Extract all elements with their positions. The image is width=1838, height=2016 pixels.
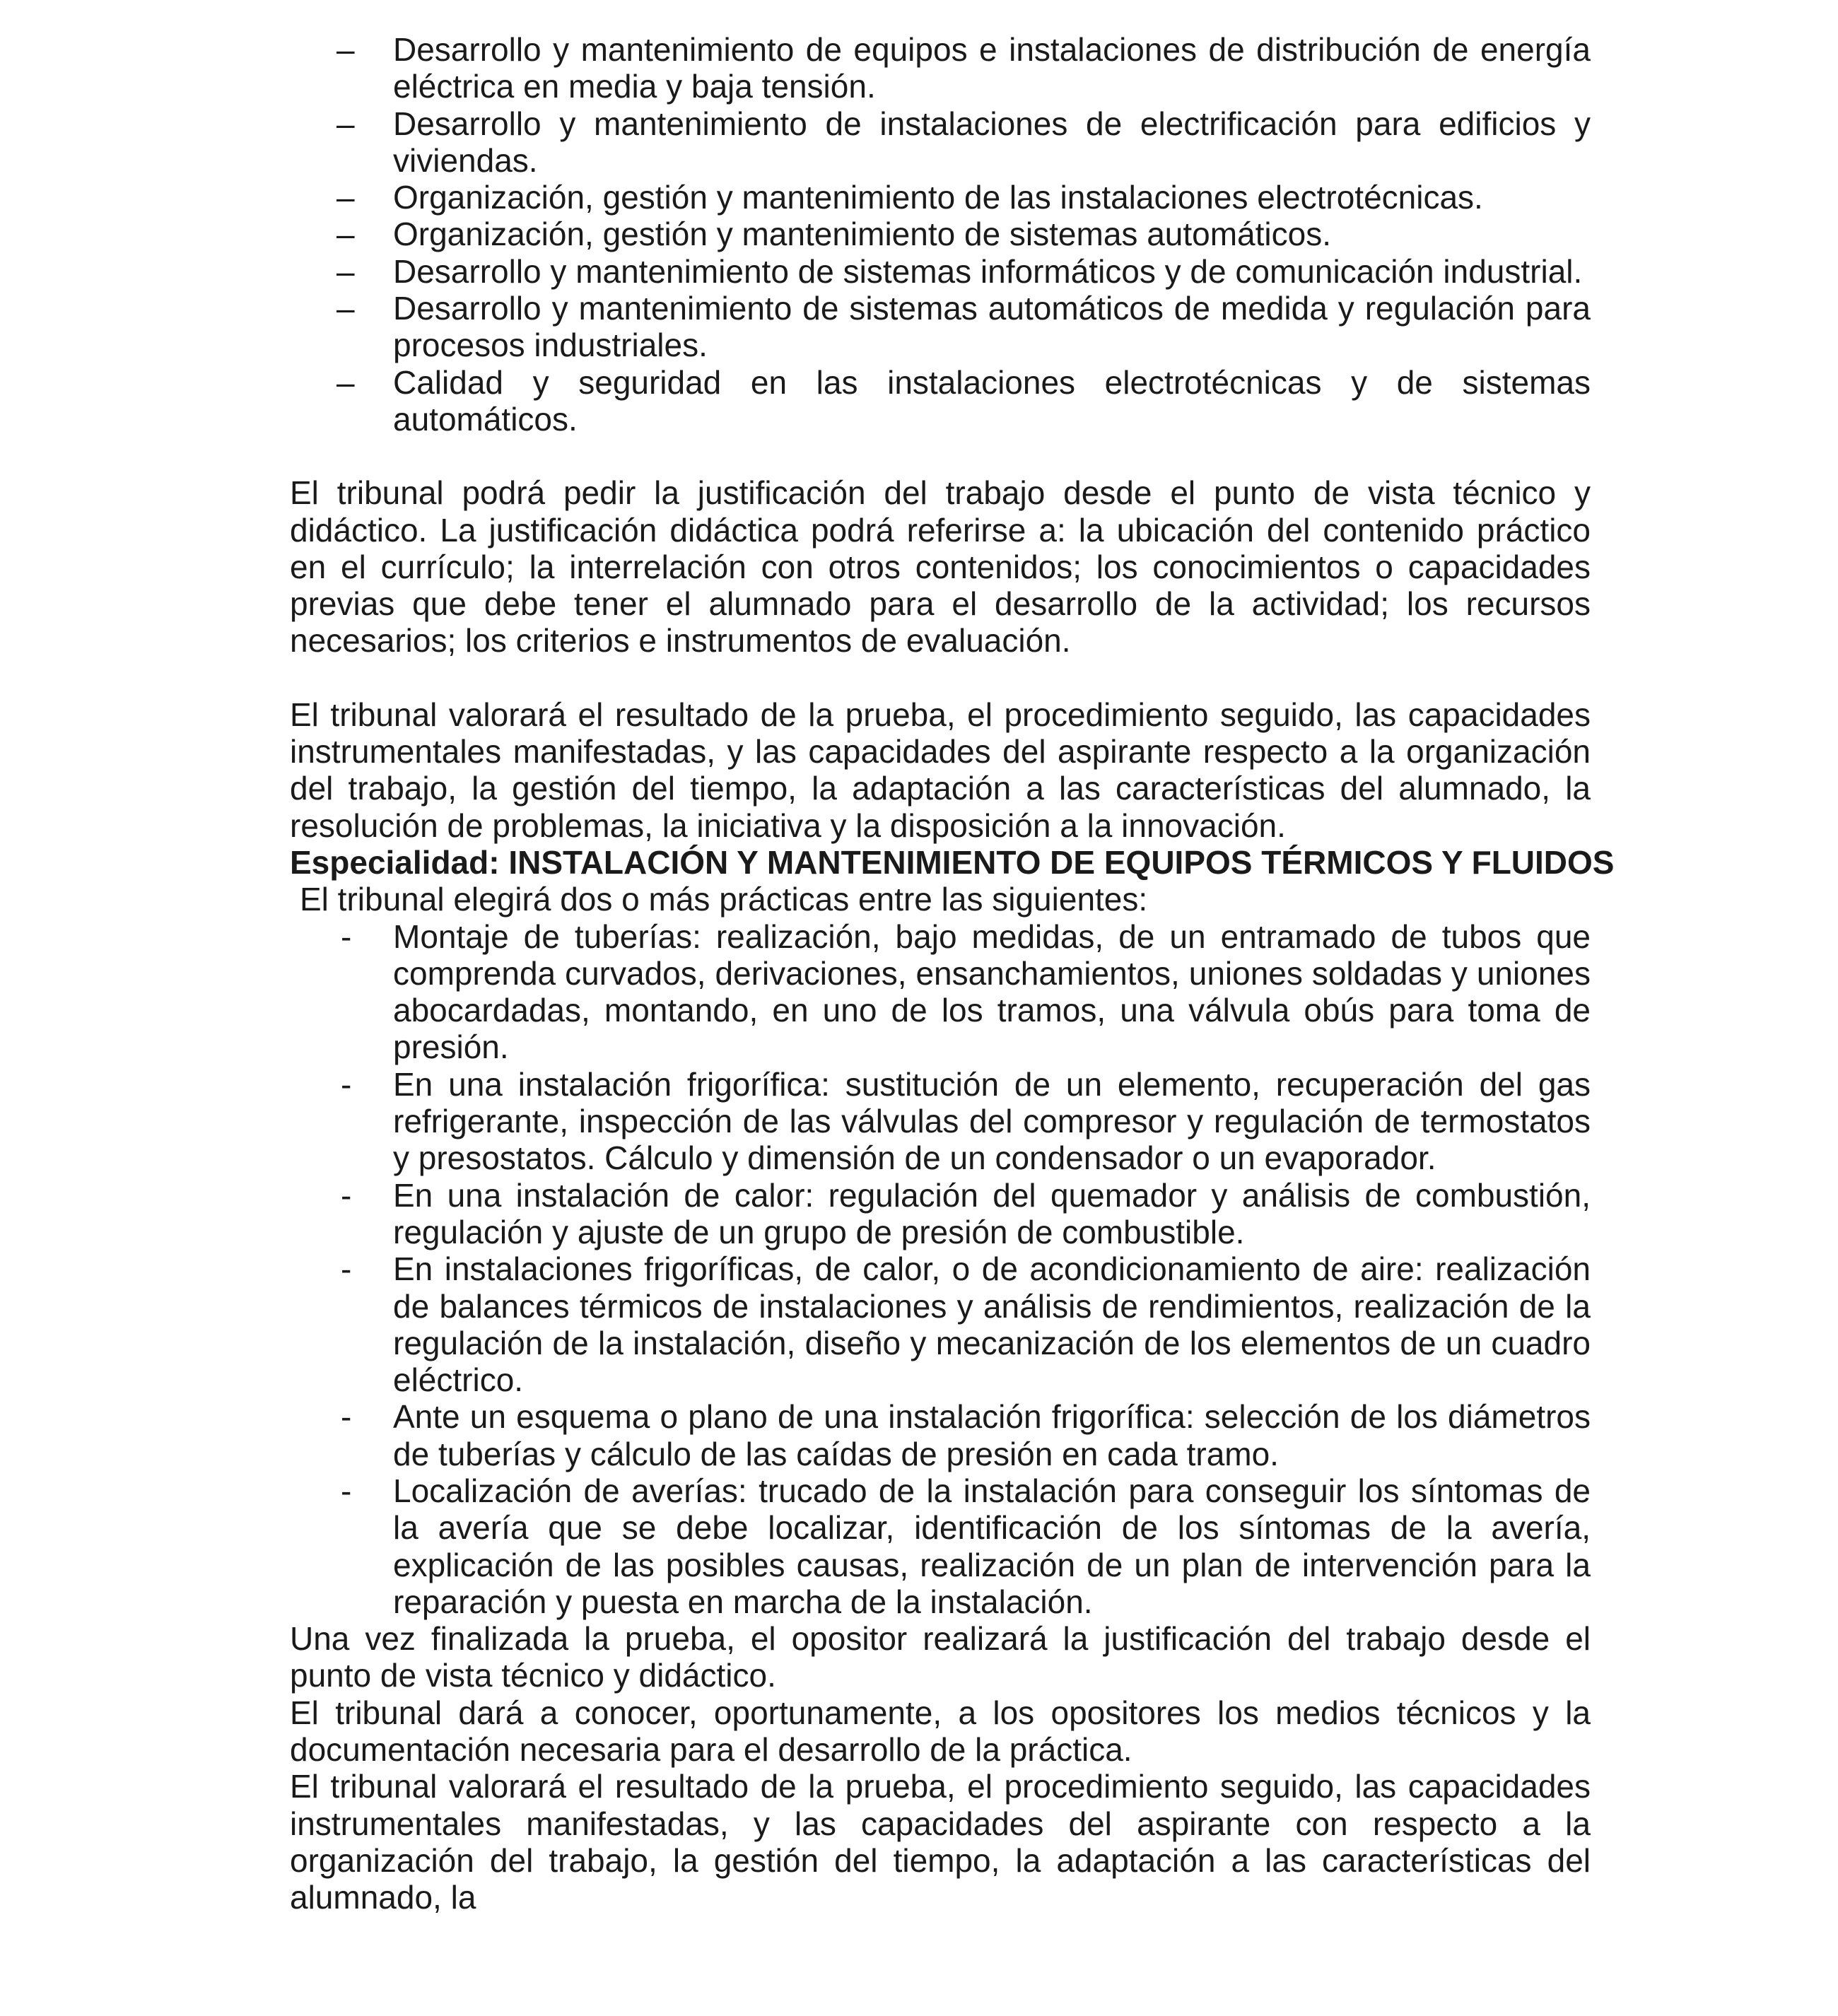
list-item bbox=[290, 1066, 1591, 1177]
hyphen-bullet: - bbox=[341, 1065, 352, 1103]
practice-intro: El tribunal elegirá dos o más prácticas entre las siguientes: bbox=[300, 881, 1148, 918]
electrotechnics-practice-list bbox=[290, 31, 1591, 438]
justification-paragraph: El tribunal podrá pedir la justificación del trabajo desde el punto de vista técnico y didáctico. La justificación didáctica podrá referirse a: la ubicación del contenido práctico en el currículo; la interrelación con otros contenidos; los conocimientos o capacidades previas que debe tener el alumnado para el desarrollo de la actividad; los recursos necesarios; los criterios e instrumentos de evaluación. bbox=[290, 474, 1591, 660]
list-item-text: Localización de averías: trucado de la instalación para conseguir los síntomas de la avería que se debe localizar, identificación de los síntomas de la avería, explicación de las posibles causas, realización de un plan de intervención para la reparación y puesta en marcha de la instalación. bbox=[393, 1472, 1591, 1620]
list-item bbox=[290, 216, 1591, 252]
list-item-text: En una instalación de calor: regulación del quemador y análisis de combustión, regulación y ajuste de un grupo de presión de combustible. bbox=[393, 1176, 1591, 1250]
list-item-text: Desarrollo y mantenimiento de instalaciones de electrificación para edificios y viviendas. bbox=[393, 105, 1591, 179]
dash-bullet: – bbox=[336, 216, 355, 253]
list-item-text: Montaje de tuberías: realización, bajo medidas, de un entramado de tubos que comprenda curvados, derivaciones, ensanchamientos, uniones soldadas y uniones abocardadas, montando, en uno de los tramos, una válvula obús para toma de presión. bbox=[393, 918, 1591, 1066]
specialty-heading: Especialidad: INSTALACIÓN Y MANTENIMIENTO DE EQUIPOS TÉRMICOS Y FLUIDOS bbox=[290, 843, 1615, 881]
hyphen-bullet: - bbox=[341, 1472, 352, 1509]
list-item bbox=[290, 918, 1591, 1066]
dash-bullet: – bbox=[336, 363, 355, 401]
list-item-text: Organización, gestión y mantenimiento de sistemas automáticos. bbox=[393, 216, 1331, 253]
list-item-text: Desarrollo y mantenimiento de sistemas automáticos de medida y regulación para procesos industriales. bbox=[393, 290, 1591, 364]
list-item bbox=[290, 105, 1591, 180]
list-item bbox=[290, 1177, 1591, 1251]
dash-bullet: – bbox=[336, 252, 355, 290]
list-item-text: Ante un esquema o plano de una instalación frigorífica: selección de los diámetros de tuberías y cálculo de las caídas de presión en cada tramo. bbox=[393, 1398, 1591, 1472]
list-item-text: Organización, gestión y mantenimiento de las instalaciones electrotécnicas. bbox=[393, 179, 1483, 216]
document-page bbox=[290, 31, 1615, 1916]
list-item bbox=[290, 1472, 1591, 1620]
list-item bbox=[290, 364, 1591, 438]
dash-bullet: – bbox=[336, 31, 355, 68]
valuation-paragraph: El tribunal valorará el resultado de la prueba, el procedimiento seguido, las capacidades instrumentales manifestadas, y las capacidades del aspirante respecto a la organización del trabajo, la gestión del tiempo, la adaptación a las características del alumnado, la resolución de problemas, la iniciativa y la disposición a la innovación. bbox=[290, 696, 1591, 844]
dash-bullet: – bbox=[336, 105, 355, 142]
list-item bbox=[290, 31, 1591, 105]
final-valuation-paragraph: El tribunal valorará el resultado de la prueba, el procedimiento seguido, las capacidades instrumentales manifestadas, y las capacidades del aspirante con respecto a la organización del trabajo, la gestión del tiempo, la adaptación a las características del alumnado, la bbox=[290, 1768, 1591, 1916]
list-item bbox=[290, 1398, 1591, 1472]
thermal-practice-list bbox=[290, 918, 1591, 1621]
list-item-text: Desarrollo y mantenimiento de sistemas informáticos y de comunicación industrial. bbox=[393, 252, 1583, 290]
list-item bbox=[290, 290, 1591, 364]
list-item bbox=[290, 1250, 1591, 1398]
dash-bullet: – bbox=[336, 179, 355, 216]
hyphen-bullet: - bbox=[341, 1398, 352, 1436]
list-item-text: Calidad y seguridad en las instalaciones electrotécnicas y de sistemas automáticos. bbox=[393, 363, 1591, 438]
list-item-text: En una instalación frigorífica: sustitución de un elemento, recuperación del gas refrigerante, inspección de las válvulas del compresor y regulación de termostatos y presostatos. Cálculo y dimensión de un condensador o un evaporador. bbox=[393, 1065, 1591, 1177]
hyphen-bullet: - bbox=[341, 1176, 352, 1214]
hyphen-bullet: - bbox=[341, 918, 352, 955]
resources-paragraph: El tribunal dará a conocer, oportunamente, a los opositores los medios técnicos y la documentación necesaria para el desarrollo de la práctica. bbox=[290, 1694, 1591, 1769]
list-item bbox=[290, 253, 1591, 290]
list-item-text: Desarrollo y mantenimiento de equipos e instalaciones de distribución de energía eléctrica en media y baja tensión. bbox=[393, 31, 1591, 105]
dash-bullet: – bbox=[336, 290, 355, 327]
hyphen-bullet: - bbox=[341, 1250, 352, 1288]
list-item-text: En instalaciones frigoríficas, de calor, o de acondicionamiento de aire: realización de balances térmicos de instalaciones y análisis de rendimientos, realización de la regulación de la instalación, diseño y mecanización de los elementos de un cuadro eléctrico. bbox=[393, 1250, 1591, 1399]
list-item bbox=[290, 179, 1591, 216]
final-justification-paragraph: Una vez finalizada la prueba, el opositor realizará la justificación del trabajo desde el punto de vista técnico y didáctico. bbox=[290, 1620, 1591, 1694]
